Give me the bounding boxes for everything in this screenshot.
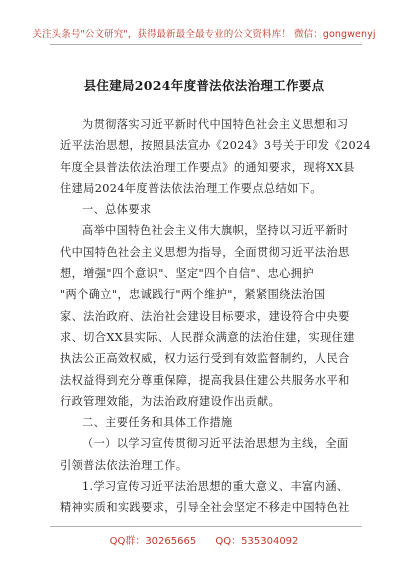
body-line: 法权益得到充分尊重保障，提高我县住建公共服务水平和	[60, 373, 350, 387]
body-line: 求、切合XX县实际、人民群众满意的法治住建，实现住建	[60, 330, 355, 344]
body-line: 行政管理效能，为法治政府建设作出贡献。	[60, 394, 281, 408]
body-line: 执法公正高效权威，权力运行受到有效监督制约，人民合	[60, 352, 350, 366]
body-line: 1.学习宣传习近平法治思想的重大意义、丰富内涵、	[82, 480, 349, 494]
body-line: 家、法治政府、法治社会建设目标要求，建设符合中央要	[60, 309, 350, 323]
footer-qq-group: QQ群：30265665	[109, 536, 197, 547]
body-line: 为贯彻落实习近平新时代中国特色社会主义思想和习	[82, 118, 349, 131]
header-banner: 关注头条号"公文研究"，获得最新最全最专业的公文资料库！ 微信：gongwenyj	[32, 29, 376, 40]
body-line: 一、总体要求	[82, 203, 152, 217]
body-line: 住建局2024年度普法依法治理工作要点总结如下。	[60, 181, 322, 195]
body-line: 代中国特色社会主义思想为指导，全面贯彻习近平法治思	[60, 245, 350, 259]
body-line: 精神实质和实践要求，引导全社会坚定不移走中国特色社	[60, 501, 350, 515]
document-title: 县住建局2024年度普法依法治理工作要点	[83, 78, 325, 93]
body-line: 引领普法依法治理工作。	[60, 458, 188, 472]
body-line: 想，增强"四个意识"、坚定"四个自信"、忠心拥护	[60, 267, 314, 281]
body-line: "两个确立"，忠诚践行"两个维护"，紧紧围绕法治国	[60, 288, 326, 302]
footer-divider	[50, 526, 362, 527]
footer-banner	[0, 532, 408, 547]
header-divider	[50, 44, 362, 45]
body-line: （一）以学习宣传贯彻习近平法治思想为主线，全面	[82, 437, 349, 451]
footer-qq-contact: QQ：535304092	[215, 536, 299, 547]
body-line: 近平法治思想，按照县法宣办《2024》3号关于印发《2024	[60, 139, 371, 153]
body-line: 高举中国特色社会主义伟大旗帜，坚持以习近平新时	[82, 224, 349, 238]
body-line: 二、主要任务和具体工作措施	[82, 416, 233, 430]
body-line: 年度全县普法依法治理工作要点》的通知要求，现将XX县	[60, 160, 355, 174]
document-body	[60, 114, 371, 519]
